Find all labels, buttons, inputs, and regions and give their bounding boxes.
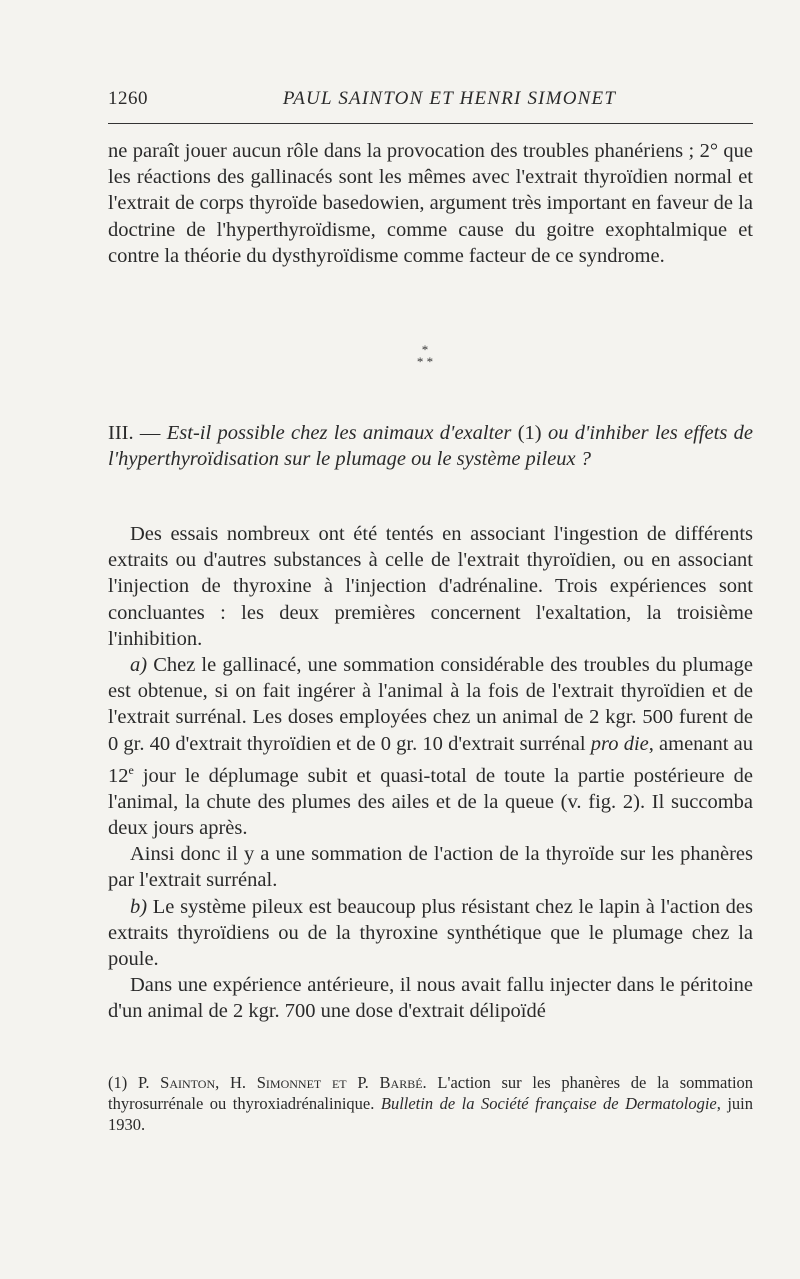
footnote-authors: P. Sainton, H. Simonnet et P. Barbé.	[137, 1073, 427, 1092]
paragraph-intro: Des essais nombreux ont été tentés en associant l'ingestion de différents extraits ou d'autres substances à celle de l'extrait thyroïdien, ou en associant l'injection de thyroxine à l'injection d'adrénaline. Trois expériences sont concluantes : les deux premières concernent l'exaltation, la troisième l'inhibition.	[108, 523, 753, 650]
label-a: a)	[130, 654, 148, 677]
page-number: 1260	[108, 88, 148, 109]
running-title: PAUL SAINTON ET HENRI SIMONET	[282, 88, 617, 109]
superscript-e: e	[128, 762, 134, 777]
paragraph-a-text2: , amenant au 12	[108, 732, 753, 787]
asterism-separator	[0, 343, 800, 367]
asterism-top: *	[421, 342, 429, 357]
footnote-journal: Bulletin de la Société française de Dermatologie	[380, 1094, 717, 1113]
label-b: b)	[130, 895, 148, 918]
section-title-part2: ou d'inhiber les effets de l'hyperthyroïdisation sur le plumage ou le système pileux ?	[108, 422, 753, 471]
section-heading	[108, 420, 753, 472]
paragraph-b-text: Le système pileux est beaucoup plus résistant chez le lapin à l'action des extraits thyroïdiens ou de la thyroxine synthétique que le plumage chez la poule.	[108, 895, 754, 971]
paragraph-b	[108, 894, 753, 973]
paragraph-a-text3: jour le déplumage subit et quasi-total de toute la partie postérieure de l'animal, la chute des plumes des ailes et de la queue (v. fig. 2). Il succomba deux jours après.	[108, 764, 753, 840]
running-head	[108, 88, 753, 118]
footnote	[108, 1072, 753, 1135]
pro-die: pro die	[590, 732, 649, 755]
header-rule	[108, 123, 753, 124]
paragraph-summation: Ainsi donc il y a une sommation de l'action de la thyroïde sur les phanères par l'extrait surrénal.	[108, 843, 753, 892]
paragraph-continuation: ne paraît jouer aucun rôle dans la provocation des troubles phanériens ; 2° que les réactions des gallinacés sont les mêmes avec l'extrait thyroïdien normal et l'extrait de corps thyroïde basedowien, argument très important en faveur de la doctrine de l'hyperthyroïdisme, comme cause du goitre exophtalmique et contre la théorie du dysthyroïdisme comme facteur de ce syndrome.	[108, 140, 753, 267]
text-block-top	[108, 138, 753, 269]
text-block-main	[108, 521, 753, 1025]
asterism-bottom: * *	[416, 354, 434, 369]
section-number: III. —	[108, 422, 161, 444]
paragraph-experiment: Dans une expérience antérieure, il nous avait fallu injecter dans le péritoine d'un animal de 2 kgr. 700 une dose d'extrait délipoïdé	[108, 974, 753, 1023]
section-title-part1: Est-il possible chez les animaux d'exalter	[166, 422, 512, 444]
footnote-reference: (1)	[517, 422, 542, 444]
paragraph-a-text: Chez le gallinacé, une sommation considérable des troubles du plumage est obtenue, si on fait ingérer à l'animal à la fois de l'extrait thyroïdien et de l'extrait surrénal. Les doses employées chez un animal de 2 kgr. 500 furent de 0 gr. 40 d'extrait thyroïdien et de 0 gr. 10 d'extrait surrénal	[108, 654, 753, 755]
footnote-date: , juin 1930.	[108, 1094, 754, 1134]
paragraph-a	[108, 652, 753, 841]
footnote-marker: (1)	[108, 1073, 128, 1092]
footnote-text: L'action sur les phanères de la sommation thyrosurrénale ou thyroxiadrénalinique.	[108, 1073, 754, 1113]
